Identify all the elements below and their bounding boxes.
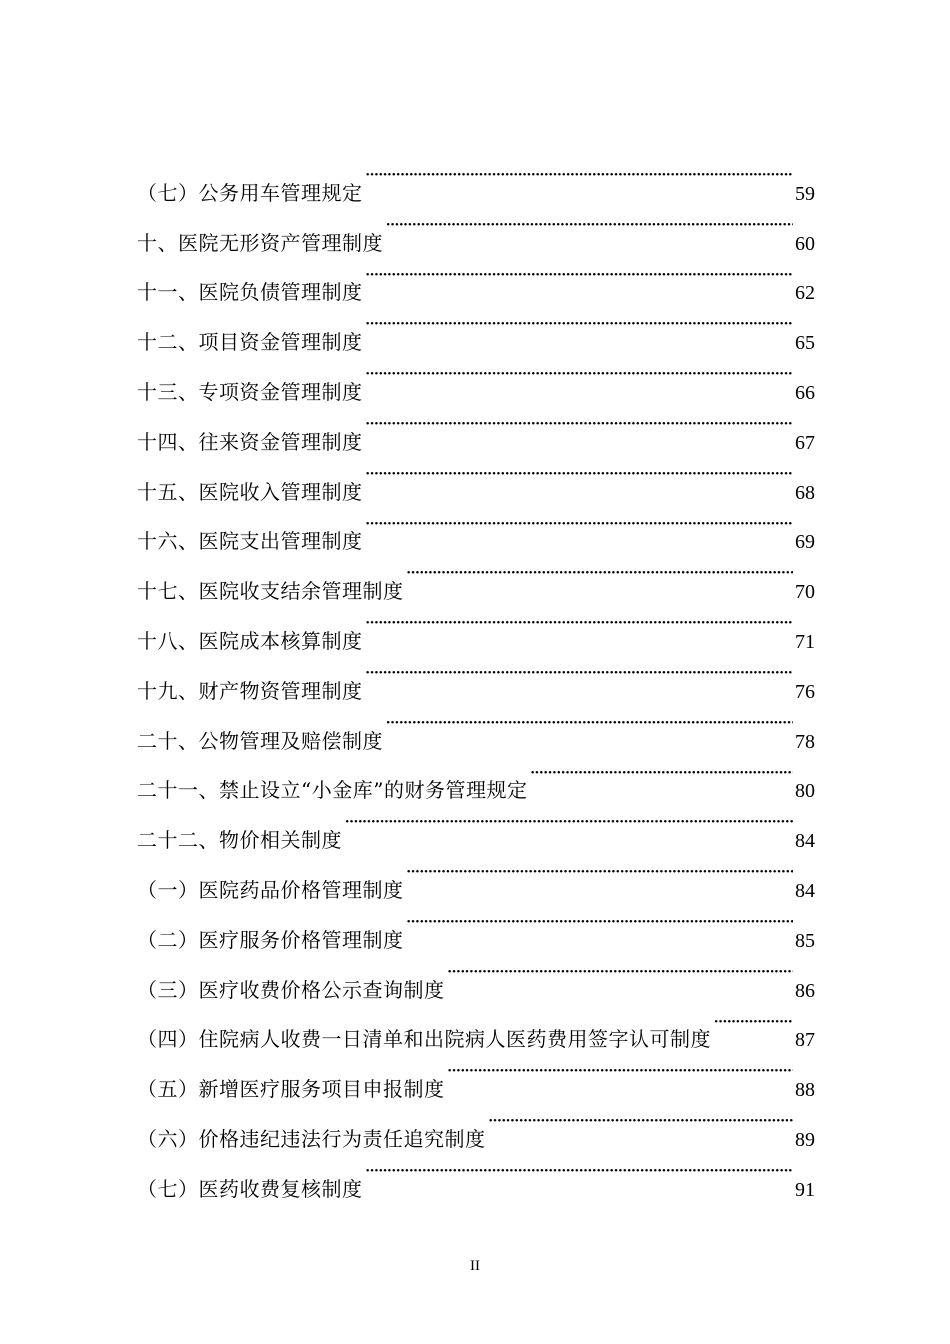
toc-entry-title: 十四、往来资金管理制度	[137, 429, 363, 454]
toc-entry-title: （一）医院药品价格管理制度	[137, 877, 404, 902]
toc-entry-page: 71	[795, 630, 815, 653]
toc-leader-dots	[365, 349, 794, 399]
toc-entry-page: 85	[795, 929, 815, 952]
toc-entry-page: 88	[795, 1079, 815, 1102]
toc-leader-dots	[365, 499, 794, 549]
toc-entry-title: 十、医院无形资产管理制度	[137, 230, 383, 255]
toc-entry-page: 65	[795, 332, 815, 355]
toc-entry-title: （七）医药收费复核制度	[137, 1176, 363, 1201]
toc-entry-title: （三）医疗收费价格公示查询制度	[137, 977, 445, 1002]
toc-entry-title: （五）新增医疗服务项目申报制度	[137, 1077, 445, 1102]
toc-leader-dots	[447, 947, 794, 997]
toc-entry-page: 80	[795, 780, 815, 803]
toc-entry-title: 十一、医院负债管理制度	[137, 280, 363, 305]
toc-leader-dots	[365, 648, 794, 698]
toc-entry[interactable]	[137, 150, 815, 205]
toc-entry-page: 78	[795, 730, 815, 753]
toc-entry-page: 91	[795, 1178, 815, 1201]
toc-entry-title: 十六、医院支出管理制度	[137, 529, 363, 554]
toc-leader-dots	[365, 299, 794, 349]
toc-entry-title: 十八、医院成本核算制度	[137, 628, 363, 653]
toc-entry-page: 86	[795, 979, 815, 1002]
toc-entry-page: 76	[795, 680, 815, 703]
toc-leader-dots	[365, 399, 794, 449]
toc-entry-title: （二）医疗服务价格管理制度	[137, 927, 404, 952]
toc-entry-page: 84	[795, 830, 815, 853]
toc-leader-dots	[406, 548, 794, 598]
toc-entry-page: 70	[795, 581, 815, 604]
toc-entry-title: 十三、专项资金管理制度	[137, 379, 363, 404]
toc-leader-dots	[365, 150, 794, 200]
toc-entry-title: 十二、项目资金管理制度	[137, 330, 363, 355]
toc-entry-page: 84	[795, 879, 815, 902]
toc-entry-page: 87	[795, 1029, 815, 1052]
toc-entry-title: （七）公务用车管理规定	[137, 180, 363, 205]
toc-leader-dots	[713, 997, 793, 1047]
toc-leader-dots	[488, 1096, 794, 1146]
toc-entry-title: （四）住院病人收费一日清单和出院病人医药费用签字认可制度	[137, 1027, 711, 1052]
toc-entry-title: 二十一、禁止设立“小金库”的财务管理规定	[137, 778, 528, 803]
page-number: II	[470, 1258, 480, 1274]
toc-leader-dots	[406, 847, 794, 897]
toc-leader-dots	[365, 449, 794, 499]
toc-leader-dots	[385, 698, 793, 748]
toc-leader-dots	[385, 200, 793, 250]
toc-entry-page: 89	[795, 1128, 815, 1151]
toc-leader-dots	[365, 1146, 794, 1196]
toc-leader-dots	[447, 1046, 794, 1096]
toc-leader-dots	[529, 748, 793, 798]
toc-entry-title: 十九、财产物资管理制度	[137, 678, 363, 703]
toc-entry-page: 69	[795, 531, 815, 554]
toc-leader-dots	[365, 598, 794, 648]
toc-entry-page: 68	[795, 481, 815, 504]
toc-entry-title: （六）价格违纪违法行为责任追究制度	[137, 1126, 486, 1151]
table-of-contents	[137, 150, 815, 1201]
toc-entry-title: 十七、医院收支结余管理制度	[137, 579, 404, 604]
toc-leader-dots	[406, 897, 794, 947]
toc-entry-page: 59	[795, 182, 815, 205]
toc-entry-page: 67	[795, 431, 815, 454]
toc-entry-page: 66	[795, 381, 815, 404]
toc-entry-page: 60	[795, 232, 815, 255]
toc-leader-dots	[344, 797, 793, 847]
toc-entry-title: 十五、医院收入管理制度	[137, 479, 363, 504]
toc-entry-title: 二十、公物管理及赔偿制度	[137, 728, 383, 753]
toc-entry-page: 62	[795, 282, 815, 305]
toc-entry-title: 二十二、物价相关制度	[137, 828, 342, 853]
toc-leader-dots	[365, 250, 794, 300]
